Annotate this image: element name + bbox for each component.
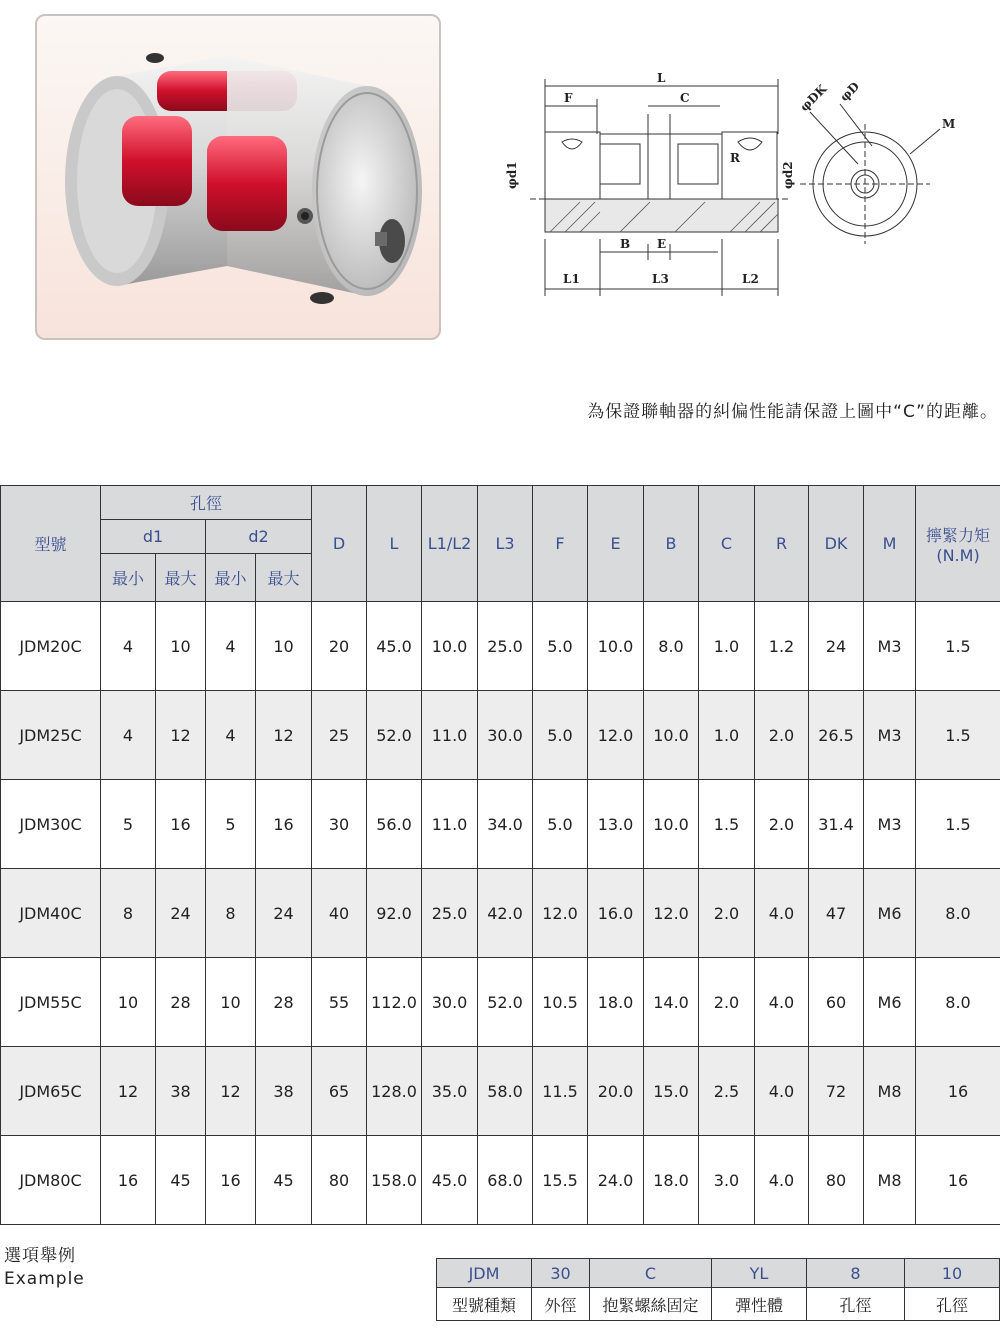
example-meaning: 抱緊螺絲固定	[590, 1288, 712, 1321]
table-cell: 2.0	[699, 958, 755, 1047]
table-cell: 10	[156, 602, 206, 691]
table-cell: 45	[156, 1136, 206, 1225]
model-cell: JDM65C	[1, 1047, 101, 1136]
table-cell: 112.0	[367, 958, 422, 1047]
table-cell: 5.0	[533, 691, 588, 780]
table-cell: 56.0	[367, 780, 422, 869]
table-cell: 1.0	[699, 602, 755, 691]
table-cell: 28	[256, 958, 312, 1047]
table-cell: 16.0	[588, 869, 644, 958]
dim-label-L: L	[657, 71, 666, 85]
table-cell: 12	[256, 691, 312, 780]
table-cell: 8.0	[644, 602, 699, 691]
table-cell: 10	[101, 958, 156, 1047]
spec-table-body	[1, 602, 1000, 1225]
table-cell: 30.0	[422, 958, 478, 1047]
table-cell: 80	[809, 1136, 864, 1225]
table-row	[1, 691, 1000, 780]
table-cell: 72	[809, 1047, 864, 1136]
product-photo	[35, 14, 441, 340]
table-cell: 45.0	[367, 602, 422, 691]
table-cell: 16	[101, 1136, 156, 1225]
example-code: 10	[905, 1259, 1000, 1288]
table-cell: 4	[101, 691, 156, 780]
table-cell: 13.0	[588, 780, 644, 869]
header-d2-min: 最小	[206, 554, 256, 602]
model-cell: JDM25C	[1, 691, 101, 780]
table-cell: 52.0	[367, 691, 422, 780]
example-code: YL	[712, 1259, 807, 1288]
table-cell: 10	[206, 958, 256, 1047]
table-cell: 12	[156, 691, 206, 780]
dim-label-L1: L1	[563, 272, 580, 286]
table-cell: M3	[864, 691, 916, 780]
table-cell: 12.0	[533, 869, 588, 958]
dim-label-L2: L2	[742, 272, 759, 286]
table-cell: M6	[864, 869, 916, 958]
dimension-drawing	[500, 64, 995, 314]
table-cell: 4.0	[755, 1136, 809, 1225]
note-text: 為保證聯軸器的糾偏性能請保證上圖中“C”的距離。	[587, 402, 998, 422]
header-F: F	[533, 486, 588, 602]
header-bore: 孔徑	[101, 486, 312, 520]
example-label-cn: 選項舉例	[4, 1246, 76, 1266]
table-cell: 10.0	[644, 691, 699, 780]
table-cell: 1.5	[699, 780, 755, 869]
table-cell: 25	[312, 691, 367, 780]
table-cell: 5	[101, 780, 156, 869]
table-cell: 80	[312, 1136, 367, 1225]
header-L1-L2: L1/L2	[422, 486, 478, 602]
header-DK: DK	[809, 486, 864, 602]
example-meaning: 彈性體	[712, 1288, 807, 1321]
table-row	[1, 1136, 1000, 1225]
table-cell: 11.0	[422, 780, 478, 869]
torque-title: 擰緊力矩	[926, 525, 991, 545]
table-cell: 11.5	[533, 1047, 588, 1136]
example-code: C	[590, 1259, 712, 1288]
table-cell: 16	[916, 1136, 1000, 1225]
dim-label-d1: φd1	[505, 161, 519, 189]
spec-table	[0, 485, 1000, 1225]
table-cell: 10.0	[588, 602, 644, 691]
header-d1-min: 最小	[101, 554, 156, 602]
header-d2: d2	[206, 520, 312, 554]
example-meaning: 型號種類	[437, 1288, 532, 1321]
table-cell: 128.0	[367, 1047, 422, 1136]
model-cell: JDM40C	[1, 869, 101, 958]
dim-label-D: φD	[837, 79, 863, 105]
table-row	[1, 780, 1000, 869]
model-cell: JDM55C	[1, 958, 101, 1047]
header-R: R	[755, 486, 809, 602]
header-L: L	[367, 486, 422, 602]
table-cell: 5	[206, 780, 256, 869]
table-cell: 2.5	[699, 1047, 755, 1136]
table-cell: 68.0	[478, 1136, 533, 1225]
example-code: 30	[532, 1259, 590, 1288]
table-cell: 28	[156, 958, 206, 1047]
header-d1-max: 最大	[156, 554, 206, 602]
table-cell: 38	[256, 1047, 312, 1136]
table-cell: 18.0	[644, 1136, 699, 1225]
model-cell: JDM30C	[1, 780, 101, 869]
dim-label-DK: φDK	[797, 81, 830, 115]
example-label	[4, 1245, 85, 1291]
table-cell: 31.4	[809, 780, 864, 869]
table-cell: 1.5	[916, 602, 1000, 691]
table-cell: 25.0	[422, 869, 478, 958]
table-cell: 35.0	[422, 1047, 478, 1136]
table-cell: 20.0	[588, 1047, 644, 1136]
table-cell: 24	[809, 602, 864, 691]
torque-unit: (N.M)	[936, 545, 980, 565]
table-cell: 12.0	[644, 869, 699, 958]
header-M: M	[864, 486, 916, 602]
header-torque	[916, 486, 1000, 602]
table-cell: 2.0	[755, 691, 809, 780]
table-cell: 4.0	[755, 1047, 809, 1136]
table-cell: 5.0	[533, 780, 588, 869]
table-cell: 10.5	[533, 958, 588, 1047]
table-cell: 18.0	[588, 958, 644, 1047]
table-cell: 10.0	[644, 780, 699, 869]
table-cell: 42.0	[478, 869, 533, 958]
table-cell: 65	[312, 1047, 367, 1136]
table-cell: 15.0	[644, 1047, 699, 1136]
example-label-en: Example	[4, 1269, 85, 1289]
table-cell: 2.0	[699, 869, 755, 958]
header-d1: d1	[101, 520, 206, 554]
table-cell: M8	[864, 1136, 916, 1225]
example-code: 8	[807, 1259, 905, 1288]
table-cell: 52.0	[478, 958, 533, 1047]
table-cell: 8.0	[916, 869, 1000, 958]
table-cell: 5.0	[533, 602, 588, 691]
table-cell: M3	[864, 602, 916, 691]
table-cell: 40	[312, 869, 367, 958]
table-cell: 158.0	[367, 1136, 422, 1225]
header-D: D	[312, 486, 367, 602]
table-row	[1, 869, 1000, 958]
table-cell: 10	[256, 602, 312, 691]
table-cell: 14.0	[644, 958, 699, 1047]
table-cell: 15.5	[533, 1136, 588, 1225]
header-E: E	[588, 486, 644, 602]
table-cell: 16	[256, 780, 312, 869]
table-cell: 24	[156, 869, 206, 958]
table-row	[1, 958, 1000, 1047]
dim-label-L3: L3	[652, 272, 669, 286]
example-meaning: 孔徑	[905, 1288, 1000, 1321]
table-cell: 38	[156, 1047, 206, 1136]
table-cell: 8.0	[916, 958, 1000, 1047]
table-cell: 26.5	[809, 691, 864, 780]
example-code: JDM	[437, 1259, 532, 1288]
header-d2-max: 最大	[256, 554, 312, 602]
table-cell: 60	[809, 958, 864, 1047]
header-C: C	[699, 486, 755, 602]
table-cell: 12	[206, 1047, 256, 1136]
table-cell: 1.0	[699, 691, 755, 780]
table-cell: 92.0	[367, 869, 422, 958]
table-cell: 24.0	[588, 1136, 644, 1225]
dim-label-E: E	[657, 237, 667, 251]
table-cell: M8	[864, 1047, 916, 1136]
header-B: B	[644, 486, 699, 602]
table-cell: 4	[101, 602, 156, 691]
dim-label-d2: φd2	[781, 161, 795, 189]
table-cell: 1.5	[916, 691, 1000, 780]
table-cell: 3.0	[699, 1136, 755, 1225]
table-cell: M6	[864, 958, 916, 1047]
table-cell: 16	[156, 780, 206, 869]
table-row	[1, 602, 1000, 691]
model-cell: JDM20C	[1, 602, 101, 691]
table-cell: 30.0	[478, 691, 533, 780]
table-cell: 45	[256, 1136, 312, 1225]
table-cell: 24	[256, 869, 312, 958]
table-cell: 4.0	[755, 958, 809, 1047]
table-cell: 8	[206, 869, 256, 958]
dim-label-M: M	[942, 117, 956, 131]
table-cell: 12.0	[588, 691, 644, 780]
table-cell: 45.0	[422, 1136, 478, 1225]
table-cell: 20	[312, 602, 367, 691]
table-cell: M3	[864, 780, 916, 869]
model-cell: JDM80C	[1, 1136, 101, 1225]
table-cell: 25.0	[478, 602, 533, 691]
table-cell: 58.0	[478, 1047, 533, 1136]
dim-label-R: R	[730, 151, 740, 165]
table-cell: 8	[101, 869, 156, 958]
table-cell: 4	[206, 602, 256, 691]
table-cell: 16	[916, 1047, 1000, 1136]
header-L3: L3	[478, 486, 533, 602]
table-cell: 10.0	[422, 602, 478, 691]
table-cell: 1.2	[755, 602, 809, 691]
table-cell: 1.5	[916, 780, 1000, 869]
table-cell: 4.0	[755, 869, 809, 958]
table-cell: 55	[312, 958, 367, 1047]
table-cell: 47	[809, 869, 864, 958]
example-meaning: 外徑	[532, 1288, 590, 1321]
table-cell: 30	[312, 780, 367, 869]
table-cell: 12	[101, 1047, 156, 1136]
example-table	[436, 1258, 1000, 1321]
table-cell: 2.0	[755, 780, 809, 869]
table-cell: 34.0	[478, 780, 533, 869]
example-meaning: 孔徑	[807, 1288, 905, 1321]
table-cell: 4	[206, 691, 256, 780]
table-row	[1, 1047, 1000, 1136]
table-cell: 16	[206, 1136, 256, 1225]
dim-label-C: C	[680, 91, 690, 105]
table-cell: 11.0	[422, 691, 478, 780]
header-model: 型號	[1, 486, 101, 602]
dim-label-B: B	[620, 237, 631, 251]
dim-label-F: F	[564, 91, 573, 105]
